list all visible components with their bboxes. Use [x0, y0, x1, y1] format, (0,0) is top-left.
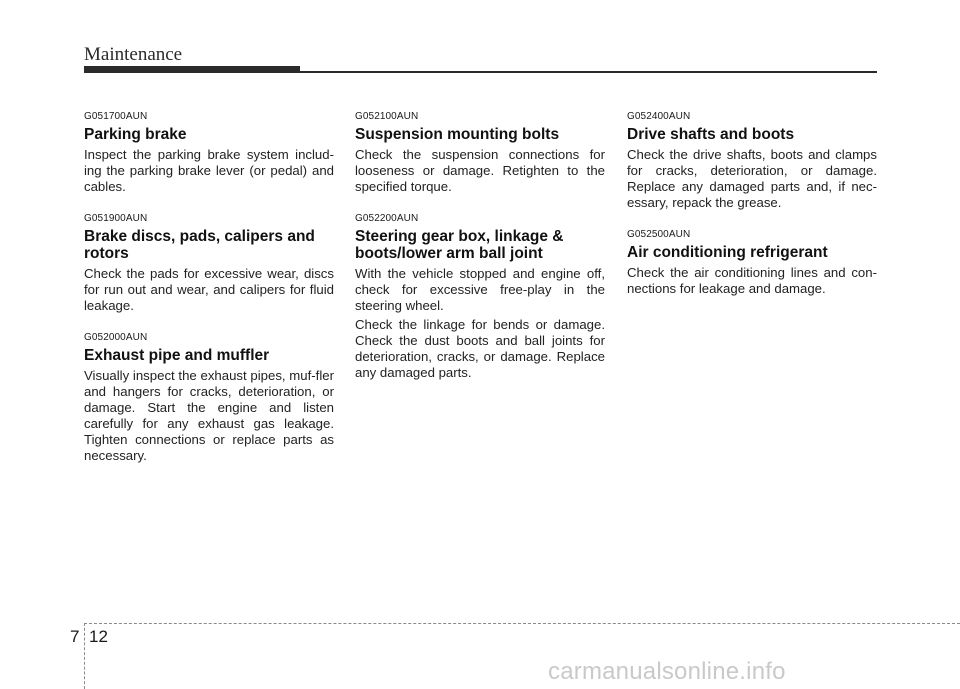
section-paragraph: Check the air conditioning lines and con-nections for leakage and damage. — [627, 265, 877, 296]
header-rule-thick — [84, 66, 300, 73]
section-paragraph: Check the suspension connections for looseness or damage. Retighten to the specified torque. — [355, 147, 605, 194]
page-number: 12 — [89, 627, 108, 646]
section-heading: Air conditioning refrigerant — [627, 244, 828, 261]
section-heading: Exhaust pipe and muffler — [84, 347, 270, 364]
section-paragraph: Check the linkage for bends or damage. Check the dust boots and ball joints for deterioration, cracks, or damage. Replace any damaged parts. — [355, 317, 605, 380]
section-exhaust-pipe — [84, 332, 334, 464]
section-code: G052000AUN — [84, 332, 148, 343]
section-heading: Brake discs, pads, calipers and rotors — [84, 228, 315, 262]
footer-divider — [84, 623, 85, 689]
section-heading: Steering gear box, linkage & boots/lower arm ball joint — [355, 228, 564, 262]
section-paragraph: Check the pads for excessive wear, discs for run out and wear, and calipers for fluid leakage. — [84, 266, 334, 313]
column-3 — [627, 111, 877, 315]
section-heading: Parking brake — [84, 126, 187, 143]
section-suspension-bolts — [355, 111, 605, 195]
section-code: G051900AUN — [84, 213, 148, 224]
section-parking-brake — [84, 111, 334, 195]
section-drive-shafts — [627, 111, 877, 211]
section-paragraph: With the vehicle stopped and engine off, check for excessive free-play in the steering wheel. — [355, 266, 605, 313]
section-heading: Drive shafts and boots — [627, 126, 795, 143]
section-brake-discs — [84, 213, 334, 314]
page-header-title: Maintenance — [84, 44, 183, 65]
column-1 — [84, 111, 334, 482]
section-air-conditioning — [627, 229, 877, 297]
section-code: G052500AUN — [627, 229, 691, 240]
footer-rule — [84, 623, 960, 624]
section-code: G051700AUN — [84, 111, 148, 122]
section-steering-gear — [355, 213, 605, 381]
section-paragraph: Visually inspect the exhaust pipes, muf-fler and hangers for cracks, deterioration, or damage. Start the engine and listen carefully for any exhaust gas leakage. Tighten connections or replace parts as necessary. — [84, 368, 334, 463]
section-code: G052400AUN — [627, 111, 691, 122]
section-heading: Suspension mounting bolts — [355, 126, 560, 143]
section-paragraph: Check the drive shafts, boots and clamps for cracks, deterioration, or damage. Replace any damaged parts and, if nec-essary, repack the grease. — [627, 147, 877, 210]
section-paragraph: Inspect the parking brake system includ-ing the parking brake lever (or pedal) and cables. — [84, 147, 334, 194]
watermark: carmanualsonline.info — [548, 658, 786, 685]
section-code: G052200AUN — [355, 213, 419, 224]
chapter-number: 7 — [70, 627, 80, 646]
column-2 — [355, 111, 605, 399]
header-rule-thin — [300, 71, 877, 73]
section-code: G052100AUN — [355, 111, 419, 122]
